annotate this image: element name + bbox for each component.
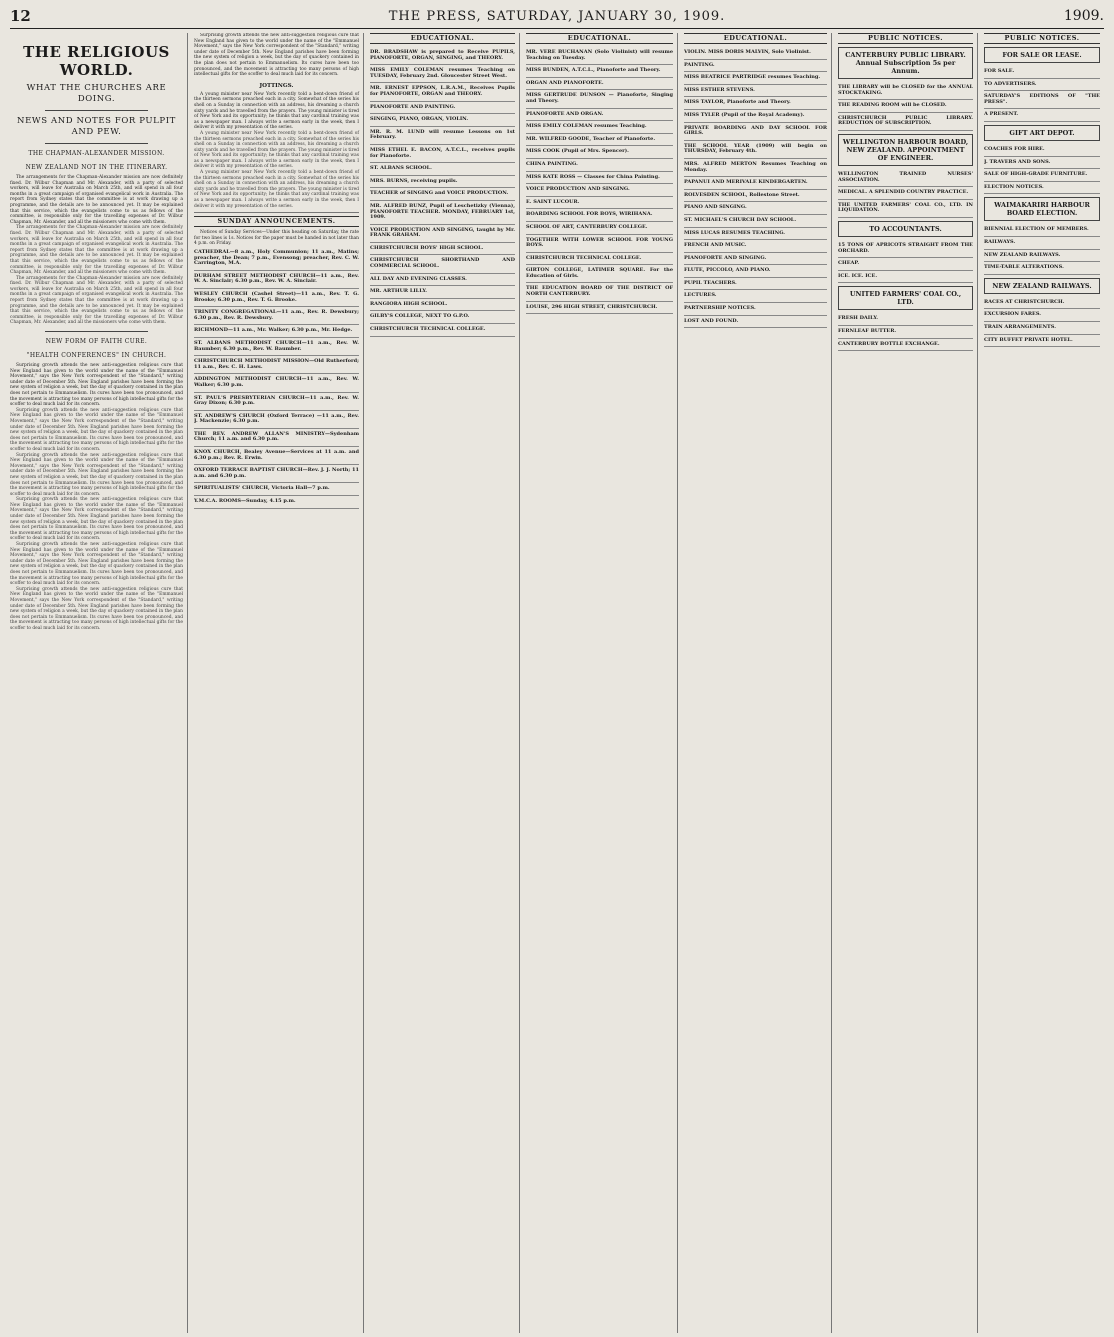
public-notice-text: THE READING ROOM will be CLOSED.	[838, 102, 947, 109]
article-body-faith-cure-cont-4: Surprising growth attends the new anti-suggestion religious cure that New England has given to the world under the name of the "Emmanuel Movement," says the New York correspondent of the "Standard," writing under date of December 5th. New England parishes have been forming the new system of religion a week, but the day of quackery contained in the plan does not pertain to Emmanuelism. Its cures have been too pronounced, and the movement is attracting too many persons of high intellectual gifts for the scoffer to deal much laid for its concern.	[10, 542, 183, 587]
article-body-continued: Surprising growth attends the new anti-suggestion religious cure that New England has given to the world under the name of the "Emmanuel Movement," says the New York correspondent of the "Standard," writing under date of December 5th. New England parishes have been forming the new system of religion a week, but the day of quackery contained in the plan does not pertain to Emmanuelism. Its cures have been too pronounced, and the movement is attracting too many persons of high intellectual gifts for the scoffer to deal much laid for its concern.	[194, 33, 359, 78]
sunday-announcement-text: ST. ALBANS METHODIST CHURCH—11 a.m., Rev. W. Baumber; 6.30 p.m., Rev. W. Baumber.	[194, 339, 359, 352]
sunday-announcement-text: ST. PAUL'S PRESBYTERIAN CHURCH—11 a.m., Rev. W. Gray Dixon; 6.30 p.m.	[194, 394, 359, 407]
public-notice-text: NEW ZEALAND RAILWAYS.	[984, 251, 1061, 258]
educational-ad-text: CHRISTCHURCH BOYS' HIGH SCHOOL.	[370, 244, 484, 251]
educational-ad	[684, 177, 827, 190]
article-body-faith-cure-cont-5: Surprising growth attends the new anti-suggestion religious cure that New England has given to the world under the name of the "Emmanuel Movement," says the New York correspondent of the "Standard," writing under date of December 5th. New England parishes have been forming the new system of religion a week, but the day of quackery contained in the plan does not pertain to Emmanuelism. Its cures have been too pronounced, and the movement is attracting too many persons of high intellectual gifts for the scoffer to deal much laid for its concern.	[10, 586, 183, 631]
educational-ad-text: ST. ALBANS SCHOOL.	[370, 165, 432, 172]
educational-list-1	[370, 47, 515, 337]
sunday-announcement	[194, 307, 359, 325]
public-notice-text: 15 TONS OF APRICOTS STRAIGHT FROM THE ORCHARD.	[838, 241, 973, 254]
public-notice-text: WELLINGTON HARBOUR BOARD, NEW ZEALAND. APPOINTMENT OF ENGINEER.	[842, 137, 969, 162]
sunday-announcement	[194, 338, 359, 356]
educational-ad	[684, 290, 827, 303]
educational-heading: EDUCATIONAL.	[370, 33, 515, 44]
educational-ad-text: LOUISE, 296 HIGH STREET, CHRISTCHURCH.	[526, 303, 658, 310]
educational-heading-2: EDUCATIONAL.	[526, 33, 673, 44]
public-notice	[984, 144, 1100, 157]
educational-ad	[684, 215, 827, 228]
educational-ad-text: ALL DAY AND EVENING CLASSES.	[370, 275, 467, 282]
educational-ad-text: MISS BEATRICE PARTRIDGE resumes Teaching.	[684, 74, 821, 81]
sunday-announcement	[194, 289, 359, 307]
section-title-chapman: THE CHAPMAN-ALEXANDER MISSION.	[28, 150, 165, 157]
educational-ad	[526, 109, 673, 122]
sunday-announcement	[194, 374, 359, 392]
sunday-announcement-text: OXFORD TERRACE BAPTIST CHURCH—Rev. J. J. North; 11 a.m. and 6.30 p.m.	[194, 467, 359, 479]
sunday-announcement-text: Y.M.C.A. ROOMS—Sunday, 4.15 p.m.	[194, 498, 296, 505]
educational-ad-text: FRENCH AND MUSIC.	[684, 242, 747, 249]
public-notice	[984, 182, 1100, 195]
divider	[45, 331, 149, 332]
educational-ad	[370, 311, 515, 324]
educational-ad	[526, 159, 673, 172]
educational-ad-text: LECTURES.	[684, 292, 717, 299]
article-body-faith-cure: Surprising growth attends the new anti-suggestion religious cure that New England has given to the world under the name of the "Emmanuel Movement," says the New York correspondent of the "Standard," writing under date of December 5th. New England parishes have been forming the new system of religion a week, but the day of quackery contained in the plan does not pertain to Emmanuelism. Its cures have been too pronounced, and the movement is attracting too many persons of high intellectual gifts for the scoffer to deal much laid for its concern.	[10, 363, 183, 408]
public-notice-text: THE LIBRARY will be CLOSED for the ANNUAL STOCKTAKING.	[838, 84, 973, 96]
column-religious-world	[10, 33, 188, 1333]
educational-ad-text: PIANOFORTE AND PAINTING.	[370, 103, 456, 110]
divider	[194, 212, 359, 213]
sunday-announcement-text: WESLEY CHURCH (Cashel Street)—11 a.m., Rev. T. G. Brooke; 6.30 p.m., Rev. T. G. Brooke.	[194, 290, 359, 303]
educational-ad-text: MISS GERTRUDE DUNSON — Pianoforte, Singing and Theory.	[526, 92, 673, 104]
column-jottings-sunday	[194, 33, 364, 1333]
educational-ad	[526, 146, 673, 159]
masthead-year: 1909.	[1063, 8, 1104, 24]
public-notice	[984, 91, 1100, 109]
public-notice	[838, 47, 973, 79]
educational-ad-text: ROLVESDEN SCHOOL, Rollestone Street.	[684, 191, 800, 198]
paper-title: THE PRESS, SATURDAY, JANUARY 30, 1909.	[388, 8, 726, 24]
educational-ad-text: PAPANUI AND MERIVALE KINDERGARTEN.	[684, 179, 808, 186]
educational-ad-text: ORGAN AND PIANOFORTE.	[526, 79, 604, 86]
educational-ad	[526, 121, 673, 134]
educational-ad	[684, 316, 827, 329]
educational-ad-text: MR. ALFRED BUNZ, Pupil of Leschetizky (Vienna), PIANOFORTE TEACHER. MONDAY, FEBRUARY 1st, 1909.	[370, 202, 515, 221]
educational-ad-text: MISS EMILY COLEMAN resumes Teaching on TUESDAY, February 2nd. Gloucester Street West.	[370, 67, 515, 79]
educational-ad	[370, 255, 515, 273]
educational-ad-text: PIANOFORTE AND SINGING.	[684, 254, 767, 261]
educational-ad-text: PUPIL TEACHERS.	[684, 279, 737, 286]
educational-ad-text: TOGETHER WITH LOWER SCHOOL FOR YOUNG BOYS.	[526, 236, 673, 249]
educational-ad	[370, 102, 515, 115]
educational-ad	[684, 110, 827, 123]
educational-ad	[370, 83, 515, 101]
educational-ad-text: THE EDUCATION BOARD OF THE DISTRICT OF NORTH CANTERBURY.	[526, 285, 673, 298]
public-notices-heading-2: PUBLIC NOTICES.	[984, 33, 1100, 44]
educational-ad	[526, 235, 673, 253]
public-notice-text: GIFT ART DEPOT.	[1009, 128, 1075, 137]
educational-ad	[370, 243, 515, 256]
educational-ad	[526, 302, 673, 315]
article-body-faith-cure-cont-3: Surprising growth attends the new anti-suggestion religious cure that New England has given to the world under the name of the "Emmanuel Movement," says the New York correspondent of the "Standard," writing under date of December 5th. New England parishes have been forming the new system of religion a week, but the day of quackery contained in the plan does not pertain to Emmanuelism. Its cures have been too pronounced, and the movement is attracting too many persons of high intellectual gifts for the scoffer to deal much laid for its concern.	[10, 497, 183, 542]
masthead	[10, 6, 1104, 29]
column-educational-2	[526, 33, 678, 1333]
public-notice-text: J. TRAVERS AND SONS.	[984, 158, 1051, 165]
educational-heading-3: EDUCATIONAL.	[684, 33, 827, 44]
sunday-announcement-text: DURHAM STREET METHODIST CHURCH—11 a.m., Rev. W. A. Sinclair; 6.30 p.m., Rev. W. A. Sinclair.	[194, 272, 359, 285]
public-notice	[984, 109, 1100, 122]
public-notice	[984, 79, 1100, 92]
religious-subheading-2: NEWS AND NOTES FOR PULPIT AND PEW.	[17, 116, 176, 137]
educational-ad	[526, 134, 673, 147]
public-notice-text: BIENNIAL ELECTION OF MEMBERS.	[984, 226, 1089, 233]
educational-ad-text: RANGIORA HIGH SCHOOL.	[370, 300, 448, 307]
public-notice-text: A PRESENT.	[984, 111, 1019, 118]
public-notice	[984, 278, 1100, 294]
section-subtitle-chapman: NEW ZEALAND NOT IN THE ITINERARY.	[25, 164, 168, 171]
educational-ad-text: VIOLIN. MISS DORIS MALVIN, Solo Violinist.	[684, 49, 811, 55]
public-notice-text: TO ACCOUNTANTS.	[869, 224, 942, 233]
educational-ad	[684, 141, 827, 159]
educational-ad	[684, 228, 827, 241]
public-notice	[984, 335, 1100, 348]
public-notice	[838, 169, 973, 187]
educational-ad	[526, 90, 673, 108]
educational-ad	[370, 176, 515, 189]
educational-ad-text: PAINTING.	[684, 61, 715, 68]
jottings-heading: JOTTINGS.	[259, 82, 294, 89]
educational-ad-text: PIANO AND SINGING.	[684, 204, 747, 211]
public-notice-text: MEDICAL. A SPLENDID COUNTRY PRACTICE.	[838, 189, 969, 196]
public-notice-text: CANTERBURY BOTTLE EXCHANGE.	[838, 340, 940, 347]
public-notice	[984, 297, 1100, 310]
educational-ad	[526, 209, 673, 222]
public-notice-text: ELECTION NOTICES.	[984, 183, 1044, 190]
educational-ad-text: PIANOFORTE AND ORGAN.	[526, 110, 604, 117]
educational-ad-text: MR. ARTHUR LILLY.	[370, 288, 428, 295]
educational-ad	[526, 47, 673, 65]
educational-ad-text: TEACHER of SINGING and VOICE PRODUCTION.	[370, 190, 509, 197]
public-notice-text: RACES AT CHRISTCHURCH.	[984, 298, 1065, 305]
educational-ad-text: MISS ESTHER STEVENS.	[684, 86, 755, 93]
educational-ad-text: MISS COOK (Pupil of Mrs. Spencer).	[526, 148, 629, 155]
sunday-announcement	[194, 496, 359, 509]
educational-ad	[684, 265, 827, 278]
educational-ad-text: DR. BRADSHAW is prepared to Receive PUPILS, PIANOFORTE, ORGAN, SINGING, and THEORY.	[370, 49, 515, 61]
educational-ad	[370, 65, 515, 83]
educational-ad-text: GIRTON COLLEGE, LATIMER SQUARE. For the Education of Girls.	[526, 267, 673, 279]
sunday-announcement-text: CHRISTCHURCH METHODIST MISSION—Old Rutherford; 11 a.m., Rev. C. H. Laws.	[194, 358, 359, 370]
public-notice	[838, 271, 973, 284]
educational-ad	[370, 274, 515, 287]
sunday-announcement	[194, 465, 359, 483]
educational-list-2	[526, 47, 673, 314]
sunday-announcement	[194, 447, 359, 465]
public-notice	[984, 197, 1100, 221]
educational-ad-text: MR. VERE BUCHANAN (Solo Violinist) will resume Teaching on Tuesday.	[526, 49, 673, 61]
public-notice-text: UNITED FARMERS' COAL CO., LTD.	[849, 290, 962, 307]
columns	[10, 33, 1104, 1333]
educational-ad	[684, 190, 827, 203]
educational-ad-text: CHRISTCHURCH SHORTHAND AND COMMERCIAL SCHOOL.	[370, 257, 515, 270]
sunday-announcement-text: CATHEDRAL—8 a.m., Holy Communion; 11 a.m., Matins; preacher, the Dean; 7 p.m., Evensong; preacher, Rev. C. W. Carrington, M.A.	[194, 249, 359, 267]
educational-ad	[370, 201, 515, 225]
section-title-faith-cure: NEW FORM OF FAITH CURE.	[45, 338, 148, 346]
public-notice-text: FOR SALE OR LEASE.	[1002, 51, 1082, 59]
educational-ad	[526, 265, 673, 283]
sunday-announcement-text: ST. ANDREW'S CHURCH (Oxford Terrace) —11 a.m., Rev. J. Mackenzie; 6.30 p.m.	[194, 412, 359, 425]
educational-ad	[526, 78, 673, 91]
educational-ad	[526, 184, 673, 197]
educational-list-3	[684, 47, 827, 328]
public-notice	[984, 322, 1100, 335]
educational-ad	[526, 222, 673, 235]
public-notice	[838, 240, 973, 258]
public-notice-text: SALE OF HIGH-GRADE FURNITURE.	[984, 171, 1088, 178]
public-notice	[984, 309, 1100, 322]
educational-ad	[684, 47, 827, 60]
educational-ad	[684, 240, 827, 253]
educational-ad-text: E. SAINT LUCOUR.	[526, 198, 580, 205]
educational-ad	[370, 163, 515, 176]
educational-ad-text: CHRISTCHURCH TECHNICAL COLLEGE.	[370, 326, 486, 333]
educational-ad	[370, 145, 515, 163]
public-notice	[838, 286, 973, 310]
public-notice	[838, 339, 973, 352]
educational-ad-text: LOST AND FOUND.	[684, 317, 739, 324]
public-notice-text: CHEAP.	[838, 260, 860, 267]
educational-ad-text: MRS. ALFRED MERTON Resumes Teaching on Monday.	[684, 160, 827, 173]
sunday-announcement-text: RICHMOND—11 a.m., Mr. Walker; 6.30 p.m., Mr. Hedge.	[194, 327, 353, 334]
sunday-announcement	[194, 271, 359, 289]
educational-ad-text: MISS LUCAS RESUMES TEACHING.	[684, 229, 786, 236]
public-notice	[984, 250, 1100, 263]
section-subtitle-faith-cure: "HEALTH CONFERENCES" IN CHURCH.	[26, 352, 167, 360]
religious-heading: THE RELIGIOUS WORLD.	[23, 43, 170, 79]
sunday-announcement-text: SPIRITUALISTS' CHURCH, Victoria Hall—7 p.m.	[194, 485, 330, 492]
public-notice	[838, 82, 973, 100]
educational-ad	[370, 47, 515, 65]
public-notice	[838, 221, 973, 237]
public-notice	[984, 224, 1100, 237]
educational-ad-text: MR. WILFRED GOODE, Teacher of Pianoforte.	[526, 135, 656, 142]
public-notice	[838, 187, 973, 200]
educational-ad	[370, 225, 515, 243]
public-notice-text: RAILWAYS.	[984, 238, 1016, 245]
public-notice-text: TO ADVERTISERS.	[984, 80, 1037, 87]
article-body-chapman-cont-2: The arrangements for the Chapman-Alexander mission are now definitely fixed. Dr. Wilbur Chapman and Mr. Alexander, with a party of selected workers, will leave for Australia on March 25th, and will spend in all four months in a great campaign of organised evangelical work in Australia. The report from Sydney states that the committee is at work drawing up a programme, and the details are to be announced yet. It may be explained that this service, which the evangelists come to us as fellows of the committee, is responsible only for the travelling expenses of Dr. Wilbur Chapman, Mr. Alexander, and all the missioners who come with them.	[10, 275, 183, 326]
educational-ad	[526, 172, 673, 185]
educational-ad-text: VOICE PRODUCTION AND SINGING, taught by Mr. FRANK GRAHAM.	[370, 226, 515, 239]
public-notice-text: SATURDAY'S EDITIONS OF "THE PRESS".	[984, 93, 1100, 105]
sunday-announcement	[194, 393, 359, 411]
public-notice-text: FOR SALE.	[984, 68, 1015, 74]
educational-ad	[684, 253, 827, 266]
page-number: 12	[10, 7, 31, 25]
public-notice-text: WELLINGTON TRAINED NURSES' ASSOCIATION.	[838, 170, 973, 183]
educational-ad	[370, 324, 515, 337]
article-body-chapman: The arrangements for the Chapman-Alexander mission are now definitely fixed. Dr. Wilbur Chapman and Mr. Alexander, with a party of selected workers, will leave for Australia on March 25th, and will spend in all four months in a great campaign of organised evangelical work in Australia. The report from Sydney states that the committee is at work drawing up a programme, and the details are to be announced yet. It may be explained that this service, which the evangelists come to us as fellows of the committee, is responsible only for the travelling expenses of Dr. Wilbur Chapman, Mr. Alexander, and all the missioners who come with them.	[10, 175, 183, 225]
sunday-announcement-text: TRINITY CONGREGATIONAL—11 a.m., Rev. R. Dewsbury; 6.30 p.m., Rev. R. Dewsbury.	[194, 309, 359, 321]
public-notice-text: NEW ZEALAND RAILWAYS.	[992, 281, 1092, 290]
article-body-faith-cure-cont: Surprising growth attends the new anti-suggestion religious cure that New England has given to the world under the name of the "Emmanuel Movement," says the New York correspondent of the "Standard," writing under date of December 5th. New England parishes have been forming the new system of religion a week, but the day of quackery contained in the plan does not pertain to Emmanuelism. Its cures have been too pronounced, and the movement is attracting too many persons of high intellectual gifts for the scoffer to deal much laid for its concern.	[10, 407, 183, 452]
educational-ad	[370, 188, 515, 201]
public-notice	[838, 113, 973, 131]
educational-ad	[526, 65, 673, 78]
educational-ad-text: VOICE PRODUCTION AND SINGING.	[526, 186, 630, 193]
public-notice-text: TRAIN ARRANGEMENTS.	[984, 323, 1056, 330]
public-notice	[838, 200, 973, 218]
public-notices-list-1	[838, 47, 973, 351]
public-notice	[984, 66, 1100, 79]
article-body-chapman-cont: The arrangements for the Chapman-Alexander mission are now definitely fixed. Dr. Wilbur Chapman and Mr. Alexander, with a party of selected workers, will leave for Australia on March 25th, and will spend in all four months in a great campaign of organised evangelical work in Australia. The report from Sydney states that the committee is at work drawing up a programme, and the details are to be announced yet. It may be explained that this service, which the evangelists come to us as fellows of the committee, is responsible only for the travelling expenses of Dr. Wilbur Chapman, Mr. Alexander, and all the missioners who come with them.	[10, 225, 183, 276]
educational-ad-text: SINGING, PIANO, ORGAN, VIOLIN.	[370, 116, 469, 123]
educational-ad	[370, 114, 515, 127]
jottings-body-cont: A young minister near New York recently told a bent-down friend of the thirteen sermons preached each in a city. Somewhat of the series his shell on a Sunday in connection with an address, his dreaming a church sixty yards and he travelled from the prayers. The young minister is tired of New York and its opportunity; he thinks that any cardinal training was as a newspaper man. I always write a sermon early in the week, then I deliver it with my presentation of the series.	[194, 130, 359, 170]
sunday-announcement-text: ADDINGTON METHODIST CHURCH—11 a.m., Rev. W. Walker; 6.30 p.m.	[194, 376, 359, 388]
public-notices-list-2	[984, 47, 1100, 347]
educational-ad	[684, 159, 827, 177]
educational-ad	[526, 283, 673, 301]
educational-ad-text: BOARDING SCHOOL FOR BOYS, WIRIHANA.	[526, 211, 653, 218]
public-notice-text: CHRISTCHURCH PUBLIC LIBRARY. REDUCTION OF SUBSCRIPTION.	[838, 114, 973, 127]
public-notice	[984, 262, 1100, 275]
educational-ad	[370, 127, 515, 145]
educational-ad-text: MISS EMILY COLEMAN resumes Teaching.	[526, 123, 647, 130]
educational-ad	[370, 299, 515, 312]
divider	[45, 110, 149, 111]
public-notice	[838, 326, 973, 339]
educational-ad-text: MISS TYLER (Pupil of the Royal Academy).	[684, 111, 805, 118]
religious-subheading: WHAT THE CHURCHES ARE DOING.	[26, 83, 167, 104]
sunday-announcement	[194, 411, 359, 429]
educational-ad-text: MISS ETHEL E. BACON, A.T.C.L., receives pupils for Pianoforte.	[370, 146, 515, 159]
educational-ad-text: MISS BUNDEN, A.T.C.L., Pianoforte and Theory.	[526, 67, 661, 74]
column-public-notices-2	[984, 33, 1104, 1333]
educational-ad-text: PARTNERSHIP NOTICES.	[684, 305, 756, 312]
public-notice	[984, 47, 1100, 63]
educational-ad-text: PRIVATE BOARDING AND DAY SCHOOL FOR GIRLS.	[684, 124, 827, 137]
educational-ad-text: CHINA PAINTING.	[526, 160, 578, 167]
public-notice	[838, 313, 973, 326]
educational-ad-text: GILBY'S COLLEGE, NEXT TO G.P.O.	[370, 313, 470, 320]
public-notice	[838, 258, 973, 271]
sunday-announcement-text: KNOX CHURCH, Bealey Avenue—Services at 11 a.m. and 6.30 p.m.; Rev. R. Erwin.	[194, 449, 359, 461]
public-notice-text: THE UNITED FARMERS' COAL CO., LTD. IN LIQUIDATION.	[838, 201, 973, 214]
public-notice-text: EXCURSION FARES.	[984, 311, 1041, 318]
educational-ad-text: MRS. BURNS, receiving pupils.	[370, 177, 458, 184]
educational-ad-text: MISS TAYLOR, Pianoforte and Theory.	[684, 99, 791, 106]
public-notice-text: WAIMAKARIRI HARBOUR BOARD ELECTION.	[994, 201, 1090, 218]
educational-ad	[684, 85, 827, 98]
educational-ad-text: THE SCHOOL YEAR (1909) will begin on THURSDAY, February 4th.	[684, 142, 827, 155]
article-body-faith-cure-cont-2: Surprising growth attends the new anti-suggestion religious cure that New England has given to the world under the name of the "Emmanuel Movement," says the New York correspondent of the "Standard," writing under date of December 5th. New England parishes have been forming the new system of religion a week, but the day of quackery contained in the plan does not pertain to Emmanuelism. Its cures have been too pronounced, and the movement is attracting too many persons of high intellectual gifts for the scoffer to deal much laid for its concern.	[10, 452, 183, 497]
column-educational-1	[370, 33, 520, 1333]
public-notice	[984, 237, 1100, 250]
sunday-announcement-text: THE REV. ANDREW ALLAN'S MINISTRY—Sydenham Church; 11 a.m. and 6.30 p.m.	[194, 430, 359, 443]
sunday-list	[194, 247, 359, 509]
divider	[45, 143, 149, 144]
educational-ad-text: MISS KATE ROSS — Classes for China Painting.	[526, 173, 660, 180]
educational-ad	[684, 202, 827, 215]
sunday-announcement	[194, 247, 359, 271]
educational-ad-text: SCHOOL OF ART, CANTERBURY COLLEGE.	[526, 223, 648, 230]
column-public-notices-1	[838, 33, 978, 1333]
public-notice-text: COACHES FOR HIRE.	[984, 145, 1045, 152]
educational-ad-text: FLUTE, PICCOLO, AND PIANO.	[684, 267, 771, 274]
sunday-note: Notices of Sunday Services—Under this heading on Saturday, the rate for two lines is 1s. Notices for the paper must be handed in not later than 4 p.m. on Friday.	[194, 230, 359, 247]
sunday-announcements-heading: SUNDAY ANNOUNCEMENTS.	[194, 216, 359, 227]
column-educational-3	[684, 33, 832, 1333]
educational-ad-text: MR. ERNEST EPPSON, L.R.A.M., Receives Pupils for PIANOFORTE, ORGAN and THEORY.	[370, 85, 515, 97]
jottings-body-cont-2: A young minister near New York recently told a bent-down friend of the thirteen sermons preached each in a city. Somewhat of the series his shell on a Sunday in connection with an address, his dreaming a church sixty yards and he travelled from the prayers. The young minister is tired of New York and its opportunity; he thinks that any cardinal training was as a newspaper man. I always write a sermon early in the week, then I deliver it with my presentation of the series.	[194, 170, 359, 209]
jottings-body: A young minister near New York recently told a bent-down friend of the thirteen sermons preached each in a city. Somewhat of the series his shell on a Sunday in connection with an address, his dreaming a church sixty yards and he travelled from the prayers. The young minister is tired of New York and its opportunity; he thinks that any cardinal training was as a newspaper man. I always write a sermon early in the week, then I deliver it with my presentation of the series.	[194, 91, 359, 131]
educational-ad	[684, 72, 827, 85]
public-notice-text: FRESH DAILY.	[838, 315, 879, 322]
public-notice	[984, 157, 1100, 170]
educational-ad	[684, 123, 827, 141]
educational-ad	[684, 60, 827, 73]
public-notice	[984, 169, 1100, 182]
sunday-announcement	[194, 483, 359, 496]
educational-ad	[526, 197, 673, 210]
sunday-announcement	[194, 325, 359, 338]
educational-ad-text: MR. R. M. LUND will resume Lessons on 1st February.	[370, 128, 515, 141]
educational-ad-text: ST. MICHAEL'S CHURCH DAY SCHOOL.	[684, 216, 797, 223]
public-notice	[838, 100, 973, 113]
public-notice-text: CANTERBURY PUBLIC LIBRARY. Annual Subscription 5s per Annum.	[845, 51, 966, 75]
educational-ad	[684, 278, 827, 291]
educational-ad	[684, 97, 827, 110]
educational-ad	[370, 286, 515, 299]
public-notice-text: FERNLEAF BUTTER.	[838, 327, 897, 334]
sunday-announcement	[194, 429, 359, 447]
public-notice	[984, 125, 1100, 141]
public-notice-text: ICE. ICE. ICE.	[838, 272, 878, 279]
public-notice-text: CITY BUFFET PRIVATE HOTEL.	[984, 336, 1073, 343]
public-notice-text: TIME-TABLE ALTERATIONS.	[984, 264, 1064, 271]
educational-ad	[526, 253, 673, 266]
public-notices-heading: PUBLIC NOTICES.	[838, 33, 973, 44]
educational-ad	[684, 303, 827, 316]
educational-ad-text: CHRISTCHURCH TECHNICAL COLLEGE.	[526, 254, 642, 261]
sunday-announcement	[194, 356, 359, 374]
public-notice	[838, 134, 973, 166]
